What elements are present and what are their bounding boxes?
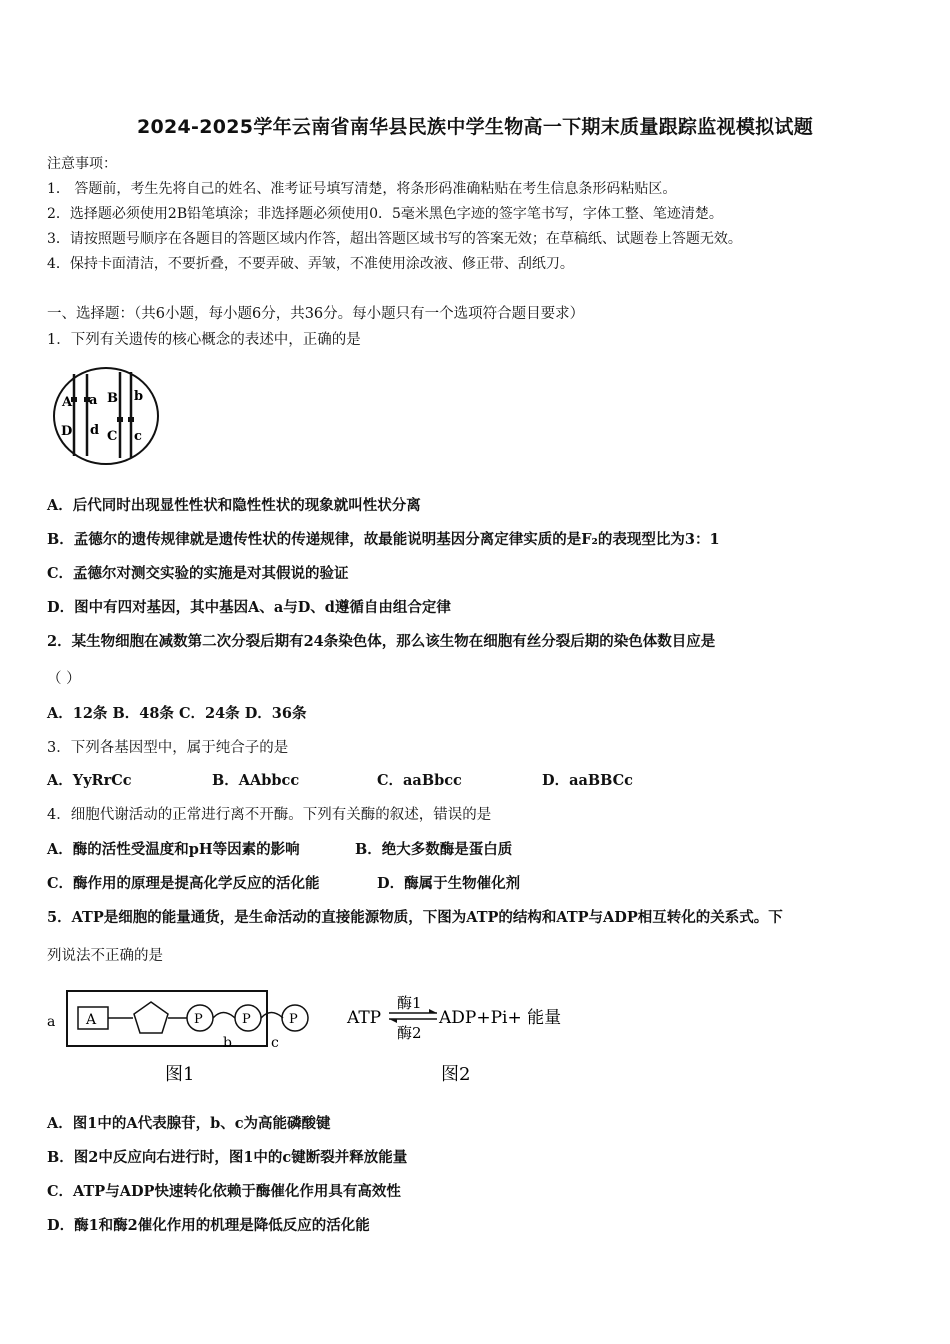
question-4-option: D．酶属于生物催化剂 [377,875,521,892]
label-b: b [223,1035,232,1051]
gene-label: C [107,429,118,444]
question-5-stem: 5．ATP是细胞的能量通货，是生命活动的直接能源物质，下图为ATP的结构和ATP与ADP相互转化的关系式。下 [47,909,783,926]
question-2-options: A．12条 B．48条 C．24条 D．36条 [47,705,307,722]
figure-2-caption: 图2 [441,1064,471,1085]
notice-item: 2．选择题必须使用2B铅笔填涂；非选择题必须使用0．5毫米黑色字迹的签字笔书写，字体工整、笔迹清楚。 [47,206,723,222]
atp-adp-conversion-diagram [345,985,575,1090]
atp-label: ATP [347,1008,382,1028]
question-3-stem: 3．下列各基因型中，属于纯合子的是 [47,740,289,756]
gene-label: c [134,429,142,444]
answer-paren: （ ） [47,671,81,687]
gene-label: D [61,424,73,439]
notice-item: 1． 答题前，考生先将自己的姓名、准考证号填写清楚，将条形码准确粘贴在考生信息条形码粘贴区。 [47,181,677,197]
question-4-option: B．绝大多数酶是蛋白质 [355,841,513,858]
enzyme-2-label: 酶2 [397,1024,422,1042]
atp-structure-diagram [45,985,325,1090]
question-4-options-row [47,872,520,893]
question-1-option: D．图中有四对基因，其中基因A、a与D、d遵循自由组合定律 [47,599,451,616]
question-3-option: A．YyRrCc [47,772,132,789]
question-3-option: C．aaBbcc [377,772,462,789]
question-3-option: B．AAbbcc [212,772,300,789]
question-1-stem: 1．下列有关遗传的核心概念的表述中，正确的是 [47,332,361,348]
question-1-option: B．孟德尔的遗传规律就是遗传性状的传递规律，故最能说明基因分离定律实质的是F₂的表现型比为3：1 [47,531,720,548]
question-2-stem: 2．某生物细胞在减数第二次分裂后期有24条染色体，那么该生物在细胞有丝分裂后期的染色体数目应是 [47,633,716,650]
question-3-option: D．aaBBCc [542,772,634,789]
chromosome-diagram [50,364,164,468]
label-a: a [47,1014,56,1030]
enzyme-1-label: 酶1 [397,994,422,1012]
adenine-box-label: A [86,1012,97,1028]
phosphate-label: P [289,1012,298,1027]
question-4-option: C．酶作用的原理是提高化学反应的活化能 [47,875,320,892]
gene-label: B [107,391,118,406]
products-label: ADP+Pi+ 能量 [439,1008,562,1028]
question-5-option: A．图1中的A代表腺苷，b、c为高能磷酸键 [47,1115,331,1132]
label-c: c [271,1035,279,1051]
question-1-option: C．孟德尔对测交实验的实施是对其假说的验证 [47,565,349,582]
phosphate-label: P [194,1012,203,1027]
section-heading: 一、选择题：（共6小题，每小题6分，共36分。每小题只有一个选项符合题目要求） [47,306,585,322]
question-1-option: A．后代同时出现显性性状和隐性性状的现象就叫性状分离 [47,497,421,514]
gene-label: b [134,389,144,404]
figure-1-caption: 图1 [165,1064,195,1085]
question-5-option: B．图2中反应向右进行时，图1中的c键断裂并释放能量 [47,1149,408,1166]
question-5-option: D．酶1和酶2催化作用的机理是降低反应的活化能 [47,1217,370,1234]
notice-heading: 注意事项： [47,156,117,172]
question-5-stem-cont: 列说法不正确的是 [47,948,163,964]
question-4-option: A．酶的活性受温度和pH等因素的影响 [47,841,300,858]
notice-item: 3．请按照题号顺序在各题目的答题区域内作答，超出答题区域书写的答案无效；在草稿纸、试题卷上答题无效。 [47,231,742,247]
gene-label: d [90,423,100,438]
page-title: 2024-2025学年云南省南华县民族中学生物高一下期末质量跟踪监视模拟试题 [136,116,814,138]
phosphate-label: P [242,1012,251,1027]
question-5-option: C．ATP与ADP快速转化依赖于酶催化作用具有高效性 [47,1183,401,1200]
question-4-stem: 4．细胞代谢活动的正常进行离不开酶。下列有关酶的叙述，错误的是 [47,807,492,823]
question-4-options-row [47,838,512,859]
gene-label: A [62,395,73,410]
question-3-options [47,769,633,790]
notice-item: 4．保持卡面清洁，不要折叠，不要弄破、弄皱，不准使用涂改液、修正带、刮纸刀。 [47,256,574,272]
gene-label: a [89,393,98,408]
